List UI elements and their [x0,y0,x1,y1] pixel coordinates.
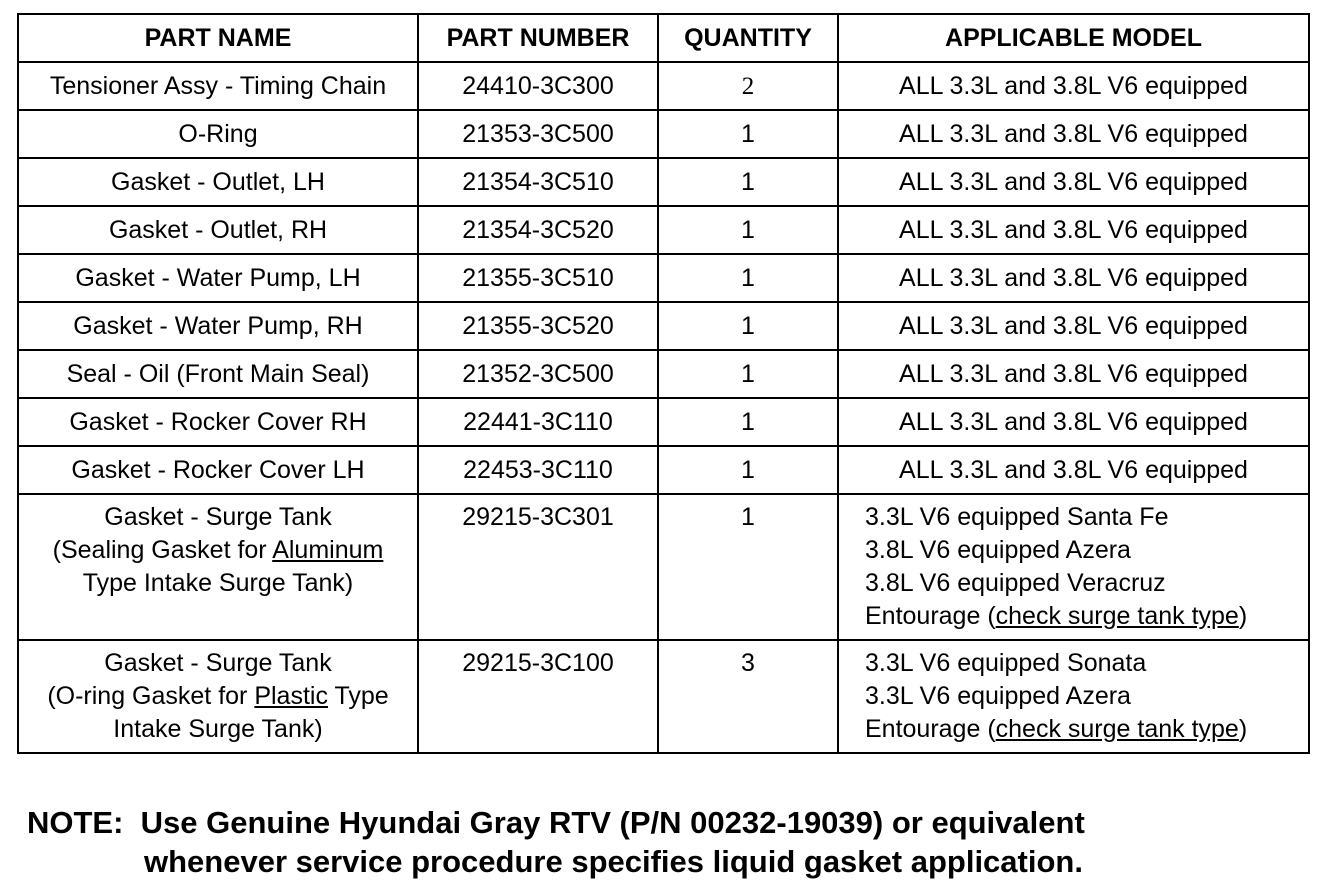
header-row [18,14,1309,62]
note-block [27,803,1085,881]
underlined-check-note: check surge tank type [995,715,1239,743]
model-line: 3.3L V6 equipped Azera [865,682,1131,710]
part-name: Gasket - Outlet, LH [18,158,418,206]
part-name-text: (O-ring Gasket for [47,682,255,710]
table-row [18,398,1309,446]
part-name: Gasket - Water Pump, RH [18,302,418,350]
quantity: 1 [658,494,838,640]
table-row [18,446,1309,494]
table-row-surge-tank-plastic [18,640,1309,753]
applicable-model: ALL 3.3L and 3.8L V6 equipped [838,398,1309,446]
underlined-material: Aluminum [272,536,384,564]
quantity: 1 [658,254,838,302]
applicable-model: ALL 3.3L and 3.8L V6 equipped [838,254,1309,302]
part-name: Gasket - Outlet, RH [18,206,418,254]
applicable-model: ALL 3.3L and 3.8L V6 equipped [838,158,1309,206]
underlined-check-note: check surge tank type [995,602,1239,630]
part-number: 21355-3C520 [418,302,658,350]
applicable-model: ALL 3.3L and 3.8L V6 equipped [838,62,1309,110]
quantity: 1 [658,350,838,398]
part-name [18,494,418,640]
quantity: 1 [658,398,838,446]
model-text: Entourage ( [865,715,996,743]
quantity: 1 [658,446,838,494]
model-text: ) [1238,715,1248,743]
header-part-name: PART NAME [18,14,418,62]
applicable-model: ALL 3.3L and 3.8L V6 equipped [838,350,1309,398]
part-number: 22441-3C110 [418,398,658,446]
quantity: 1 [658,158,838,206]
part-number: 21352-3C500 [418,350,658,398]
table-row [18,158,1309,206]
applicable-model: ALL 3.3L and 3.8L V6 equipped [838,302,1309,350]
model-text: ) [1238,602,1248,630]
applicable-model: ALL 3.3L and 3.8L V6 equipped [838,110,1309,158]
model-line [865,713,1304,746]
part-number: 21354-3C520 [418,206,658,254]
applicable-model: ALL 3.3L and 3.8L V6 equipped [838,206,1309,254]
model-line: 3.8L V6 equipped Azera [865,536,1131,564]
part-name-text: (Sealing Gasket for [52,536,273,564]
part-name: Seal - Oil (Front Main Seal) [18,350,418,398]
table-row [18,62,1309,110]
part-number: 29215-3C301 [418,494,658,640]
table-row [18,302,1309,350]
table-row [18,110,1309,158]
note-line-2: whenever service procedure specifies liquid gasket application. [144,844,1083,879]
applicable-model [838,640,1309,753]
applicable-model: ALL 3.3L and 3.8L V6 equipped [838,446,1309,494]
table-row [18,206,1309,254]
model-line: 3.3L V6 equipped Sonata [865,649,1147,677]
part-name: Gasket - Rocker Cover LH [18,446,418,494]
header-applicable-model: APPLICABLE MODEL [838,14,1309,62]
applicable-model [838,494,1309,640]
table-row [18,254,1309,302]
part-number: 21354-3C510 [418,158,658,206]
table-row [18,350,1309,398]
header-part-number: PART NUMBER [418,14,658,62]
table-row-surge-tank-aluminum [18,494,1309,640]
part-number: 21355-3C510 [418,254,658,302]
part-name: Tensioner Assy - Timing Chain [18,62,418,110]
note-line-1: NOTE: Use Genuine Hyundai Gray RTV (P/N 00232-19039) or equivalent [27,805,1085,840]
part-name-line [23,680,413,713]
part-name [18,640,418,753]
part-name: O-Ring [18,110,418,158]
header-quantity: QUANTITY [658,14,838,62]
part-name-line: Gasket - Surge Tank [104,503,332,531]
part-name: Gasket - Rocker Cover RH [18,398,418,446]
quantity: 1 [658,206,838,254]
quantity: 2 [658,62,838,110]
model-line: 3.3L V6 equipped Santa Fe [865,503,1169,531]
quantity: 3 [658,640,838,753]
part-number: 22453-3C110 [418,446,658,494]
model-line: 3.8L V6 equipped Veracruz [865,569,1166,597]
parts-table [17,13,1310,754]
part-name-line: Intake Surge Tank) [113,715,323,743]
part-number: 29215-3C100 [418,640,658,753]
part-name-line [23,534,413,567]
part-name-line: Type Intake Surge Tank) [82,569,354,597]
quantity: 1 [658,302,838,350]
underlined-material: Plastic [254,682,328,710]
quantity: 1 [658,110,838,158]
part-number: 21353-3C500 [418,110,658,158]
part-name: Gasket - Water Pump, LH [18,254,418,302]
part-name-line: Gasket - Surge Tank [104,649,332,677]
model-line [865,600,1304,633]
model-text: Entourage ( [865,602,996,630]
part-name-text: Type [327,682,389,710]
part-number: 24410-3C300 [418,62,658,110]
